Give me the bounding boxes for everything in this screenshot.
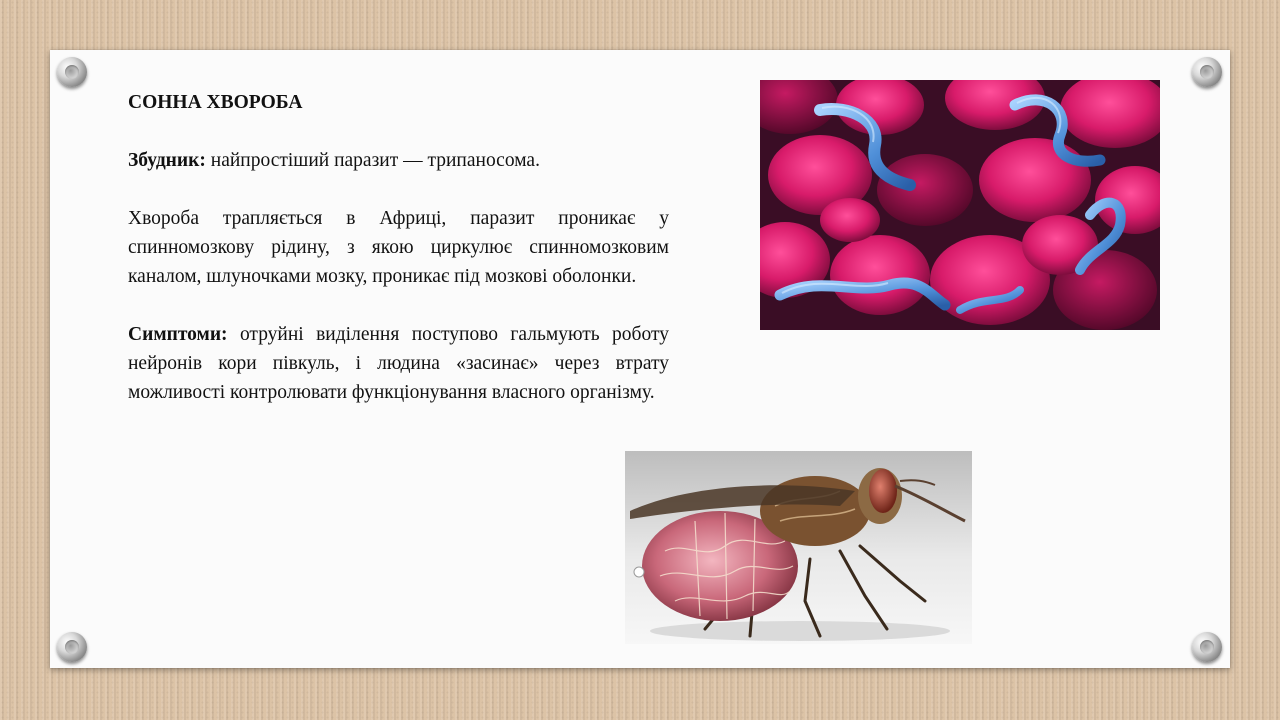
pin-icon — [1192, 57, 1222, 87]
pin-icon — [1192, 632, 1222, 662]
pathogen-label: Збудник: — [128, 150, 206, 171]
pathogen-text: найпростіший паразит — трипаносома. — [205, 150, 540, 171]
symptoms-label: Симптоми: — [128, 324, 228, 345]
symptoms-text: отруйні виділення поступово гальмують роботу нейронів кори півкуль, і людина «засинає» через втрату можливості контролювати функціонування власного організму. — [128, 324, 669, 403]
slide-text — [128, 88, 669, 407]
tsetse-fly-photo — [625, 451, 972, 644]
trypanosome-blood-photo — [760, 80, 1160, 330]
symptoms-paragraph — [128, 320, 669, 407]
pathogen-paragraph — [128, 146, 669, 175]
description-paragraph: Хвороба трапляється в Африці, паразит проникає у спинномозкову рідину, з якою циркулює спинномозковим каналом, шлуночками мозку, проникає під мозкові оболонки. — [128, 208, 669, 287]
slide-title: СОННА ХВОРОБА — [128, 92, 303, 113]
pin-icon — [57, 57, 87, 87]
pin-icon — [57, 632, 87, 662]
